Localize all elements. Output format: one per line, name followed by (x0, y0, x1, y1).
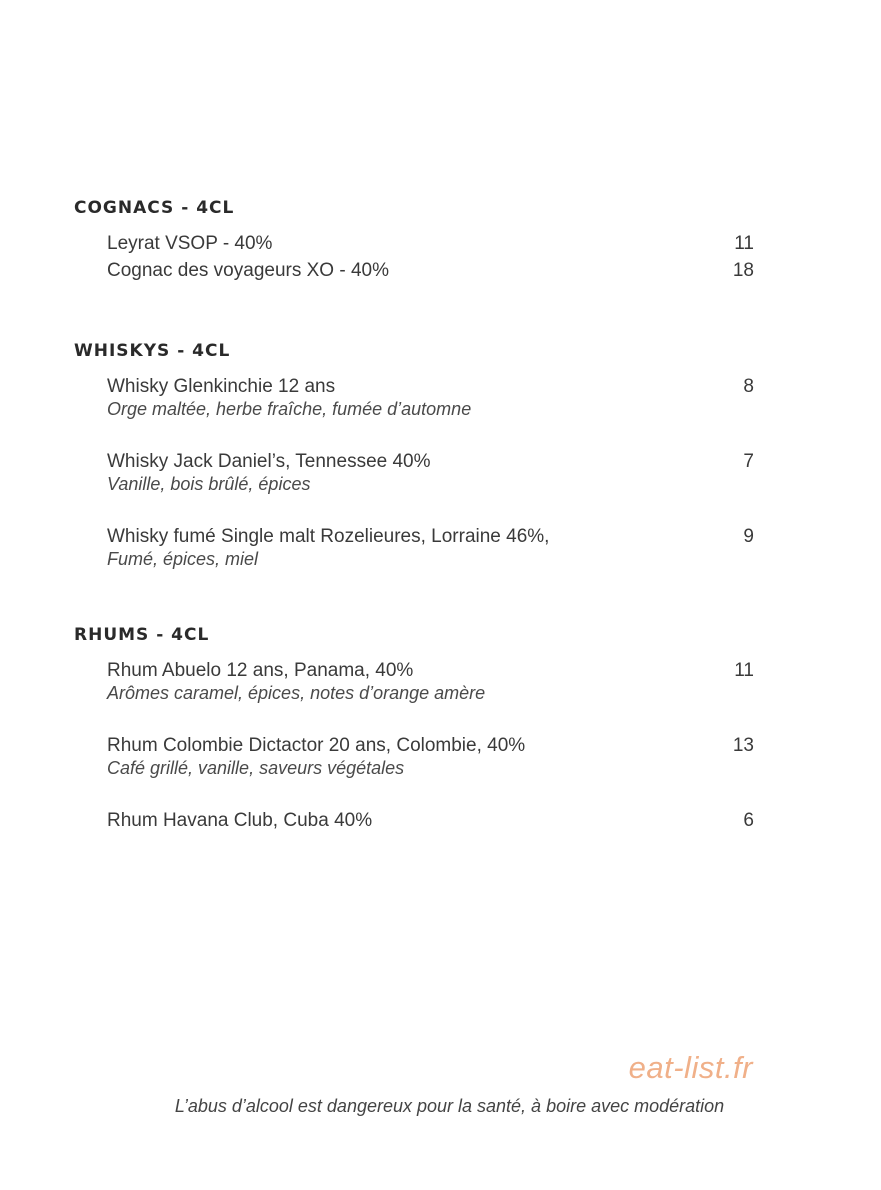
menu-item (107, 451, 754, 495)
section-title-rhums: RHUMS - 4CL (74, 625, 210, 645)
section-whiskys (74, 340, 754, 569)
item-description: Orge maltée, herbe fraîche, fumée d’automne (107, 399, 472, 419)
item-price: 11 (734, 233, 754, 254)
item-price: 9 (743, 526, 754, 547)
item-description: Arômes caramel, épices, notes d’orange amère (107, 683, 486, 703)
item-price: 8 (743, 376, 754, 397)
item-name: Whisky Jack Daniel’s, Tennessee 40% (107, 451, 431, 472)
item-price: 18 (732, 260, 754, 281)
item-name: Rhum Abuelo 12 ans, Panama, 40% (107, 660, 414, 681)
item-name: Cognac des voyageurs XO - 40% (107, 260, 389, 281)
menu-item (107, 735, 754, 779)
item-description: Vanille, bois brûlé, épices (107, 474, 311, 494)
menu-item (107, 233, 754, 255)
item-name: Rhum Colombie Dictactor 20 ans, Colombie, 40% (107, 735, 526, 756)
item-price: 6 (743, 810, 754, 831)
item-name: Rhum Havana Club, Cuba 40% (107, 810, 373, 831)
alcohol-disclaimer: L’abus d’alcool est dangereux pour la santé, à boire avec modération (174, 1096, 725, 1116)
item-price: 7 (743, 451, 754, 472)
item-name: Leyrat VSOP - 40% (107, 233, 273, 254)
section-cognacs (74, 197, 754, 281)
item-price: 13 (732, 735, 754, 756)
item-description: Café grillé, vanille, saveurs végétales (107, 758, 405, 778)
item-name: Whisky fumé Single malt Rozelieures, Lorraine 46%, (107, 526, 550, 547)
item-description: Fumé, épices, miel (107, 549, 259, 569)
item-name: Whisky Glenkinchie 12 ans (107, 376, 336, 397)
section-title-whiskys: WHISKYS - 4CL (74, 341, 231, 361)
item-price: 11 (734, 660, 754, 681)
menu-item (107, 526, 754, 570)
menu-item (107, 260, 754, 282)
menu-item (107, 660, 754, 704)
menu-item (107, 376, 754, 420)
section-rhums (74, 624, 754, 831)
brand-logo-text: eat-list.fr (628, 1050, 753, 1085)
menu-item (107, 810, 754, 832)
section-title-cognacs: COGNACS - 4CL (74, 198, 235, 218)
